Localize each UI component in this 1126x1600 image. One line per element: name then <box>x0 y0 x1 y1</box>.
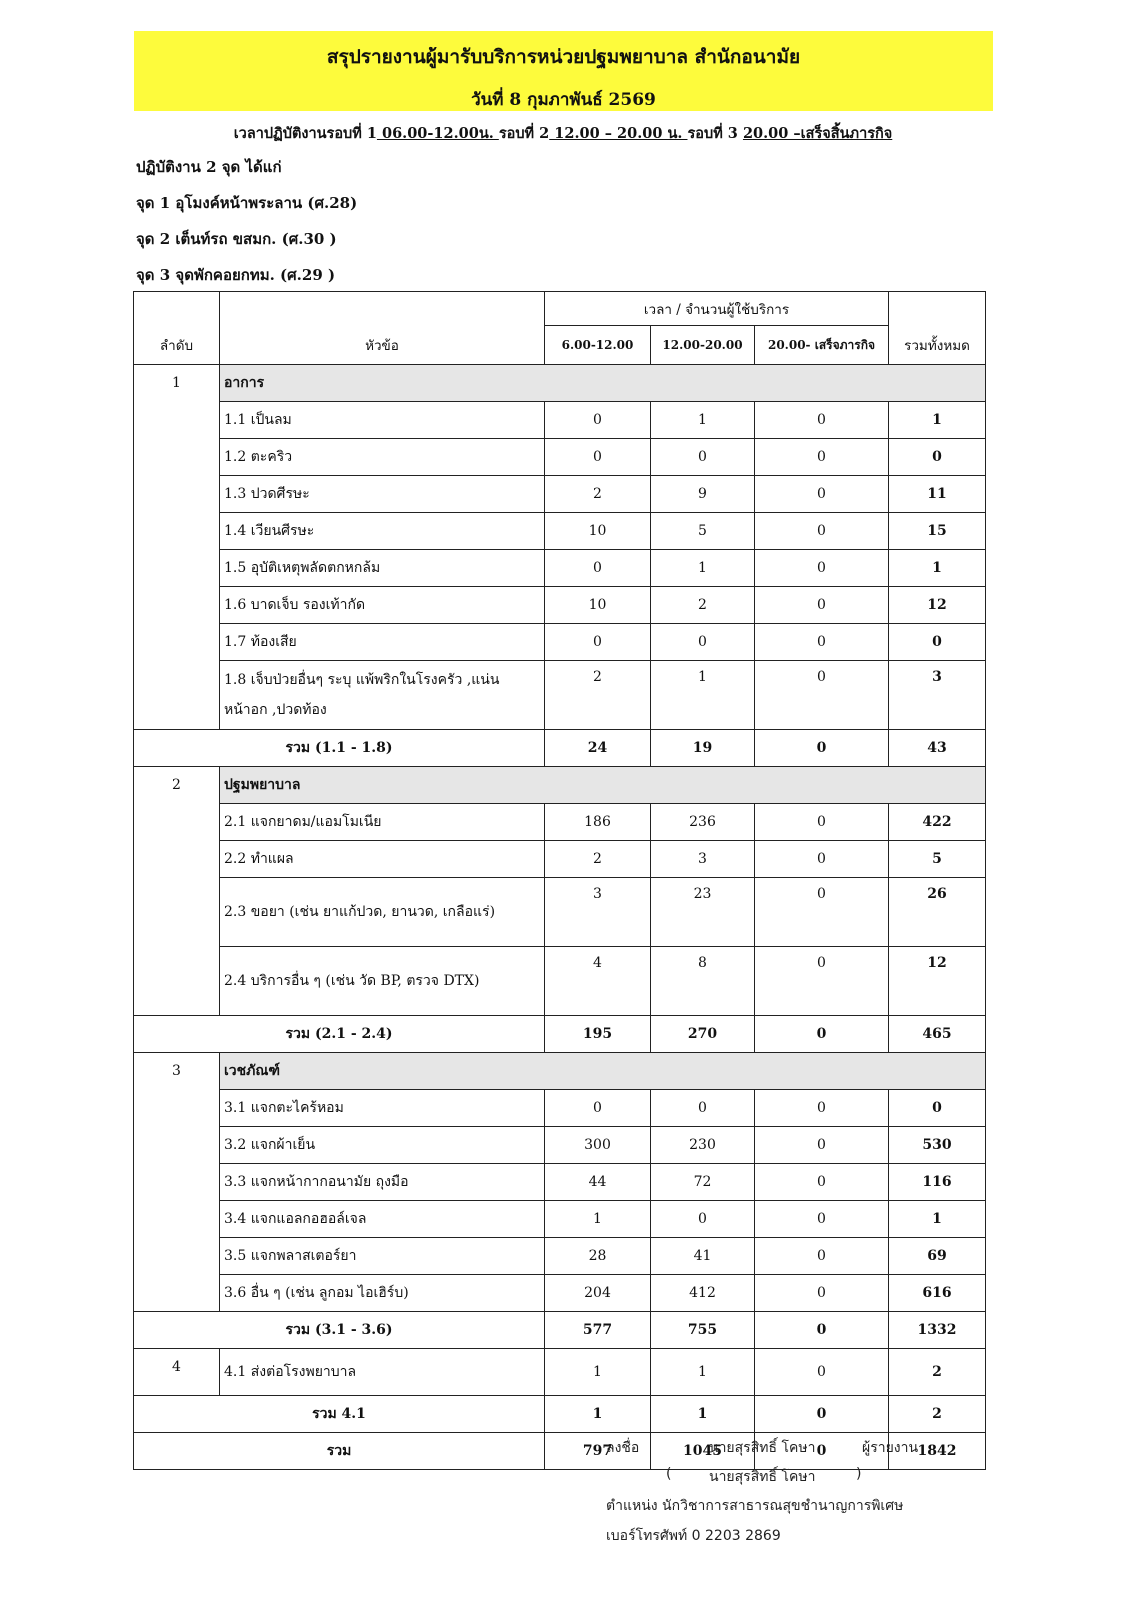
subtotal-row <box>134 730 986 767</box>
row-shift2: 23 <box>651 878 755 947</box>
section-header-row <box>134 1053 986 1090</box>
row-shift1: 3 <box>545 878 651 947</box>
subtotal-total: 465 <box>889 1016 986 1053</box>
row-topic: 2.3 ขอยา (เช่น ยาแก้ปวด, ยานวด, เกลือแร่) <box>220 878 545 947</box>
row-shift1: 10 <box>545 587 651 624</box>
row-shift2: 1 <box>651 661 755 730</box>
row-shift2: 72 <box>651 1164 755 1201</box>
row-shift2: 41 <box>651 1238 755 1275</box>
row-shift3: 0 <box>755 878 889 947</box>
row-shift3: 0 <box>755 1201 889 1238</box>
row-total: 15 <box>889 513 986 550</box>
section-seq: 4 <box>134 1349 220 1396</box>
row-shift1: 4 <box>545 947 651 1016</box>
row-shift3: 0 <box>755 841 889 878</box>
row-shift1: 0 <box>545 550 651 587</box>
signer-name: นายสุรสิทธิ์ โคษา <box>709 1440 816 1456</box>
row-topic: 3.2 แจกผ้าเย็น <box>220 1127 545 1164</box>
subtotal-label: รวม (1.1 - 1.8) <box>134 730 545 767</box>
report-table <box>133 291 986 1470</box>
row-shift1: 1 <box>545 1349 651 1396</box>
row-shift1: 2 <box>545 476 651 513</box>
shift1-label: เวลาปฏิบัติงานรอบที่ 1 <box>233 125 377 142</box>
row-shift1: 186 <box>545 804 651 841</box>
section-seq: 1 <box>134 365 220 730</box>
row-shift1: 2 <box>545 841 651 878</box>
row-total: 530 <box>889 1127 986 1164</box>
subtotal-shift3: 0 <box>755 1396 889 1433</box>
report-date: วันที่ 8 กุมภาพันธ์ 2569 <box>471 90 656 110</box>
row-total: 1 <box>889 1201 986 1238</box>
row-shift3: 0 <box>755 1349 889 1396</box>
sign-label: ลงชื่อ <box>606 1440 640 1456</box>
row-shift2: 0 <box>651 1090 755 1127</box>
row-shift2: 1 <box>651 402 755 439</box>
row-topic: 3.5 แจกพลาสเตอร์ยา <box>220 1238 545 1275</box>
row-shift3: 0 <box>755 513 889 550</box>
row-topic: 2.4 บริการอื่น ๆ (เช่น วัด BP, ตรวจ DTX) <box>220 947 545 1016</box>
row-total: 422 <box>889 804 986 841</box>
grand-total-shift3: 0 <box>755 1433 889 1470</box>
row-shift3: 0 <box>755 439 889 476</box>
row-total: 12 <box>889 587 986 624</box>
section-header-row <box>134 365 986 402</box>
shift2-label: รอบที่ 2 <box>498 125 550 142</box>
header-topic: หัวข้อ <box>220 292 545 365</box>
subtotal-label: รวม 4.1 <box>134 1396 545 1433</box>
grand-total-shift2: 1045 <box>651 1433 755 1470</box>
row-shift3: 0 <box>755 1275 889 1312</box>
row-shift1: 300 <box>545 1127 651 1164</box>
row-total: 116 <box>889 1164 986 1201</box>
row-shift3: 0 <box>755 1238 889 1275</box>
row-shift3: 0 <box>755 476 889 513</box>
row-topic: 1.8 เจ็บป่วยอื่นๆ ระบุ แพ้พริกในโรงครัว ,แน่น หน้าอก ,ปวดท้อง <box>220 661 545 730</box>
row-shift1: 1 <box>545 1201 651 1238</box>
shift-times <box>0 122 1126 145</box>
open-paren: ( <box>666 1466 672 1482</box>
row-topic: 1.4 เวียนศีรษะ <box>220 513 545 550</box>
row-shift1: 0 <box>545 624 651 661</box>
row-topic: 3.1 แจกตะไคร้หอม <box>220 1090 545 1127</box>
table-row <box>134 1275 986 1312</box>
table-row <box>134 1127 986 1164</box>
row-shift2: 9 <box>651 476 755 513</box>
row-shift1: 0 <box>545 402 651 439</box>
row-total: 1 <box>889 402 986 439</box>
row-total: 616 <box>889 1275 986 1312</box>
row-shift3: 0 <box>755 587 889 624</box>
subtotal-shift3: 0 <box>755 1016 889 1053</box>
row-total: 0 <box>889 624 986 661</box>
signer-role: ผู้รายงาน <box>862 1440 919 1456</box>
table-row <box>134 402 986 439</box>
row-topic: 3.3 แจกหน้ากากอนามัย ถุงมือ <box>220 1164 545 1201</box>
subtotal-shift1: 195 <box>545 1016 651 1053</box>
row-shift3: 0 <box>755 947 889 1016</box>
table-row <box>134 1090 986 1127</box>
row-total: 1 <box>889 550 986 587</box>
row-shift1: 0 <box>545 1090 651 1127</box>
subtotal-shift2: 19 <box>651 730 755 767</box>
section-seq: 2 <box>134 767 220 1016</box>
report-title-box <box>134 31 993 111</box>
table-row <box>134 1164 986 1201</box>
row-total: 0 <box>889 1090 986 1127</box>
row-shift2: 412 <box>651 1275 755 1312</box>
row-shift1: 28 <box>545 1238 651 1275</box>
shift3-time: 20.00 –เสร็จสิ้นภารกิจ <box>742 125 893 142</box>
subtotal-shift3: 0 <box>755 730 889 767</box>
subtotal-total: 1332 <box>889 1312 986 1349</box>
table-row <box>134 1238 986 1275</box>
subtotal-label: รวม (3.1 - 3.6) <box>134 1312 545 1349</box>
row-topic: 1.7 ท้องเสีย <box>220 624 545 661</box>
row-shift2: 1 <box>651 1349 755 1396</box>
subtotal-total: 2 <box>889 1396 986 1433</box>
row-total: 26 <box>889 878 986 947</box>
table-row <box>134 439 986 476</box>
subtotal-row <box>134 1396 986 1433</box>
row-total: 12 <box>889 947 986 1016</box>
row-shift2: 230 <box>651 1127 755 1164</box>
subtotal-label: รวม (2.1 - 2.4) <box>134 1016 545 1053</box>
row-topic: 3.4 แจกแอลกอฮอล์เจล <box>220 1201 545 1238</box>
row-shift3: 0 <box>755 1127 889 1164</box>
row-shift3: 0 <box>755 550 889 587</box>
header-time-group: เวลา / จำนวนผู้ใช้บริการ <box>545 292 889 326</box>
grand-total-shift1: 797 <box>545 1433 651 1470</box>
row-topic: 1.5 อุบัติเหตุพลัดตกหกล้ม <box>220 550 545 587</box>
intro-point-1: จุด 1 อุโมงค์หน้าพระลาน (ศ.28) <box>136 194 358 212</box>
row-topic: 4.1 ส่งต่อโรงพยาบาล <box>220 1349 545 1396</box>
table-row <box>134 804 986 841</box>
row-shift2: 8 <box>651 947 755 1016</box>
subtotal-row <box>134 1016 986 1053</box>
table-row <box>134 550 986 587</box>
table-row <box>134 587 986 624</box>
row-total: 69 <box>889 1238 986 1275</box>
row-shift2: 0 <box>651 624 755 661</box>
row-shift2: 2 <box>651 587 755 624</box>
signer-phone: เบอร์โทรศัพท์ 0 2203 2869 <box>606 1528 781 1544</box>
row-topic: 1.2 ตะคริว <box>220 439 545 476</box>
row-total: 5 <box>889 841 986 878</box>
header-shift3: 20.00- เสร็จภารกิจ <box>755 326 889 365</box>
intro-line: ปฏิบัติงาน 2 จุด ได้แก่ <box>136 158 282 176</box>
signer-position: ตำแหน่ง นักวิชาการสาธารณสุขชำนาญการพิเศษ <box>606 1498 904 1514</box>
intro-point-2: จุด 2 เต็นท์รถ ขสมก. (ศ.30 ) <box>136 230 337 248</box>
grand-total-label: รวม <box>134 1433 545 1470</box>
row-shift2: 5 <box>651 513 755 550</box>
grand-total-row <box>134 1433 986 1470</box>
row-total: 0 <box>889 439 986 476</box>
row-shift1: 44 <box>545 1164 651 1201</box>
section-name: ปฐมพยาบาล <box>220 767 986 804</box>
table-row <box>134 841 986 878</box>
table-row <box>134 476 986 513</box>
section-seq: 3 <box>134 1053 220 1312</box>
row-total: 2 <box>889 1349 986 1396</box>
table-row <box>134 878 986 947</box>
shift1-time: 06.00-12.00น. <box>376 125 499 142</box>
header-shift2: 12.00-20.00 <box>651 326 755 365</box>
header-total: รวมทั้งหมด <box>889 292 986 365</box>
row-shift3: 0 <box>755 1164 889 1201</box>
row-topic: 1.6 บาดเจ็บ รองเท้ากัด <box>220 587 545 624</box>
row-topic: 1.1 เป็นลม <box>220 402 545 439</box>
subtotal-shift1: 1 <box>545 1396 651 1433</box>
section-name: เวชภัณฑ์ <box>220 1053 986 1090</box>
section-name: อาการ <box>220 365 986 402</box>
header-shift1: 6.00-12.00 <box>545 326 651 365</box>
section-header-row <box>134 767 986 804</box>
row-topic: 3.6 อื่น ๆ (เช่น ลูกอม ไอเฮิร์บ) <box>220 1275 545 1312</box>
signer-name-paren: นายสุรสิทธิ์ โคษา <box>709 1469 816 1485</box>
row-shift1: 2 <box>545 661 651 730</box>
close-paren: ) <box>856 1466 862 1482</box>
row-shift3: 0 <box>755 624 889 661</box>
header-seq: ลำดับ <box>134 292 220 365</box>
subtotal-shift2: 755 <box>651 1312 755 1349</box>
subtotal-shift1: 577 <box>545 1312 651 1349</box>
table-row <box>134 947 986 1016</box>
table-row <box>134 624 986 661</box>
subtotal-shift3: 0 <box>755 1312 889 1349</box>
subtotal-shift1: 24 <box>545 730 651 767</box>
subtotal-total: 43 <box>889 730 986 767</box>
row-shift2: 236 <box>651 804 755 841</box>
row-shift1: 204 <box>545 1275 651 1312</box>
row-shift2: 0 <box>651 439 755 476</box>
row-shift2: 3 <box>651 841 755 878</box>
row-total: 3 <box>889 661 986 730</box>
row-shift3: 0 <box>755 804 889 841</box>
row-total: 11 <box>889 476 986 513</box>
table-row <box>134 1349 986 1396</box>
row-shift1: 10 <box>545 513 651 550</box>
report-table-body <box>134 365 986 1470</box>
row-shift3: 0 <box>755 661 889 730</box>
row-shift3: 0 <box>755 402 889 439</box>
subtotal-shift2: 270 <box>651 1016 755 1053</box>
row-shift2: 0 <box>651 1201 755 1238</box>
shift2-time: 12.00 – 20.00 น. <box>549 125 688 142</box>
row-topic: 2.1 แจกยาดม/แอมโมเนีย <box>220 804 545 841</box>
row-shift1: 0 <box>545 439 651 476</box>
row-shift2: 1 <box>651 550 755 587</box>
subtotal-row <box>134 1312 986 1349</box>
row-shift3: 0 <box>755 1090 889 1127</box>
report-title: สรุปรายงานผู้มารับบริการหน่วยปฐมพยาบาล สำนักอนามัย <box>326 46 801 68</box>
subtotal-shift2: 1 <box>651 1396 755 1433</box>
table-row <box>134 661 986 730</box>
table-row <box>134 1201 986 1238</box>
table-row <box>134 513 986 550</box>
shift3-label: รอบที่ 3 <box>687 125 743 142</box>
intro-point-3: จุด 3 จุดพักคอยกทม. (ศ.29 ) <box>136 266 336 284</box>
row-topic: 2.2 ทำแผล <box>220 841 545 878</box>
grand-total-total: 1842 <box>889 1433 986 1470</box>
row-topic: 1.3 ปวดศีรษะ <box>220 476 545 513</box>
